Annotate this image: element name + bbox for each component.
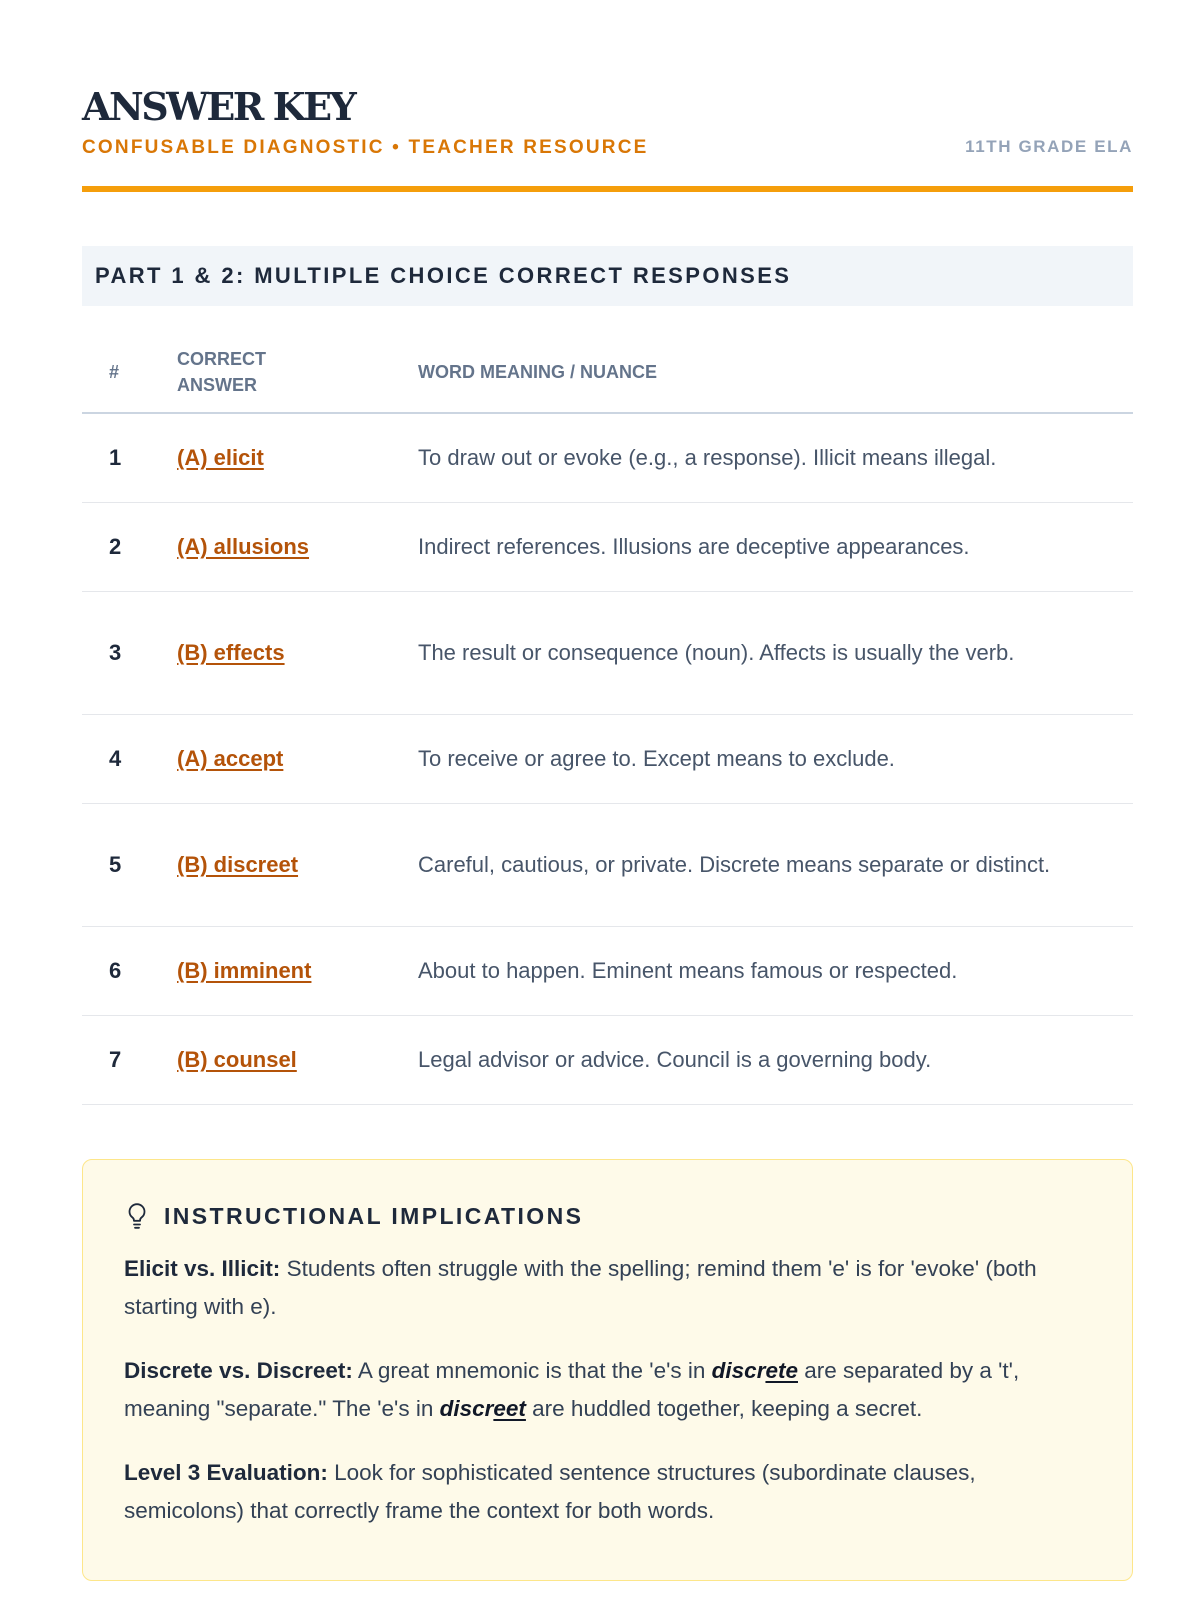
implication-level-3	[124, 1454, 1092, 1530]
row-number: 6	[82, 927, 177, 1016]
column-header-number: #	[82, 342, 177, 413]
column-header-answer	[177, 342, 418, 413]
implication-elicit-illicit	[124, 1250, 1092, 1326]
word-meaning: To draw out or evoke (e.g., a response). Illicit means illegal.	[418, 413, 1133, 503]
correct-answer-cell	[177, 927, 418, 1016]
callout-title: INSTRUCTIONAL IMPLICATIONS	[164, 1202, 584, 1229]
row-number: 3	[82, 592, 177, 715]
page-header	[82, 82, 1133, 192]
table-row	[82, 927, 1133, 1016]
column-header-answer-label: CORRECT ANSWER	[177, 349, 266, 395]
page-title: ANSWER KEY	[82, 84, 355, 129]
callout-header	[124, 1202, 1092, 1230]
lightbulb-icon	[124, 1202, 150, 1230]
row-number: 2	[82, 503, 177, 592]
implication-text: A great mnemonic is that the 'e's in	[352, 1358, 712, 1383]
correct-answer-link[interactable]: (A) accept	[177, 746, 284, 771]
correct-answer-cell	[177, 413, 418, 503]
correct-answer-link[interactable]: (B) discreet	[177, 852, 299, 877]
word-meaning: About to happen. Eminent means famous or respected.	[418, 927, 1133, 1016]
word-meaning: Legal advisor or advice. Council is a governing body.	[418, 1016, 1133, 1105]
mnemonic-word-start: discr	[711, 1358, 766, 1383]
word-meaning: The result or consequence (noun). Affects is usually the verb.	[418, 592, 1133, 715]
instructional-implications-callout	[82, 1159, 1133, 1581]
implication-text: Look for sophisticated sentence structures (subordinate clauses, semicolons) that correctly frame the context for both words.	[124, 1460, 976, 1523]
mnemonic-word-mark: ete	[765, 1358, 798, 1383]
table-row	[82, 1016, 1133, 1105]
mnemonic-word-mark: eet	[493, 1396, 526, 1421]
row-number: 4	[82, 715, 177, 804]
correct-answer-cell	[177, 804, 418, 927]
row-number: 7	[82, 1016, 177, 1105]
table-header-row	[82, 342, 1133, 413]
correct-answer-link[interactable]: (B) imminent	[177, 958, 312, 983]
implication-discrete-discreet	[124, 1352, 1092, 1428]
section-header	[82, 246, 1133, 306]
correct-answer-cell	[177, 592, 418, 715]
table-row	[82, 503, 1133, 592]
word-meaning: Indirect references. Illusions are deceptive appearances.	[418, 503, 1133, 592]
table-row	[82, 592, 1133, 715]
correct-answer-link[interactable]: (A) elicit	[177, 445, 264, 470]
implication-label: Elicit vs. Illicit:	[124, 1256, 281, 1281]
column-header-meaning: WORD MEANING / NUANCE	[418, 342, 1133, 413]
section-title: PART 1 & 2: MULTIPLE CHOICE CORRECT RESPONSES	[95, 263, 792, 288]
implication-text: are separated by a 't', meaning "separate." The 'e's in	[124, 1358, 1020, 1421]
table-row	[82, 413, 1133, 503]
implication-label: Discrete vs. Discreet:	[124, 1358, 353, 1383]
mnemonic-word-discrete	[712, 1358, 798, 1383]
implication-text: Students often struggle with the spelling; remind them 'e' is for 'evoke' (both starting with e).	[124, 1256, 1037, 1319]
correct-answer-link[interactable]: (A) allusions	[177, 534, 310, 559]
mnemonic-word-start: discr	[439, 1396, 494, 1421]
grade-label: 11TH GRADE ELA	[965, 137, 1133, 156]
page-subtitle: CONFUSABLE DIAGNOSTIC • TEACHER RESOURCE	[82, 137, 649, 158]
correct-answer-cell	[177, 1016, 418, 1105]
correct-answer-link[interactable]: (B) effects	[177, 640, 285, 665]
word-meaning: Careful, cautious, or private. Discrete means separate or distinct.	[418, 804, 1133, 927]
implication-text: are huddled together, keeping a secret.	[525, 1396, 923, 1421]
implication-label: Level 3 Evaluation:	[124, 1460, 328, 1485]
table-row	[82, 715, 1133, 804]
correct-answer-cell	[177, 503, 418, 592]
answer-key-page	[82, 82, 1133, 1581]
row-number: 5	[82, 804, 177, 927]
correct-answer-link[interactable]: (B) counsel	[177, 1047, 297, 1072]
word-meaning: To receive or agree to. Except means to exclude.	[418, 715, 1133, 804]
correct-answer-cell	[177, 715, 418, 804]
answers-table	[82, 342, 1133, 1105]
table-row	[82, 804, 1133, 927]
row-number: 1	[82, 413, 177, 503]
mnemonic-word-discreet	[440, 1396, 526, 1421]
